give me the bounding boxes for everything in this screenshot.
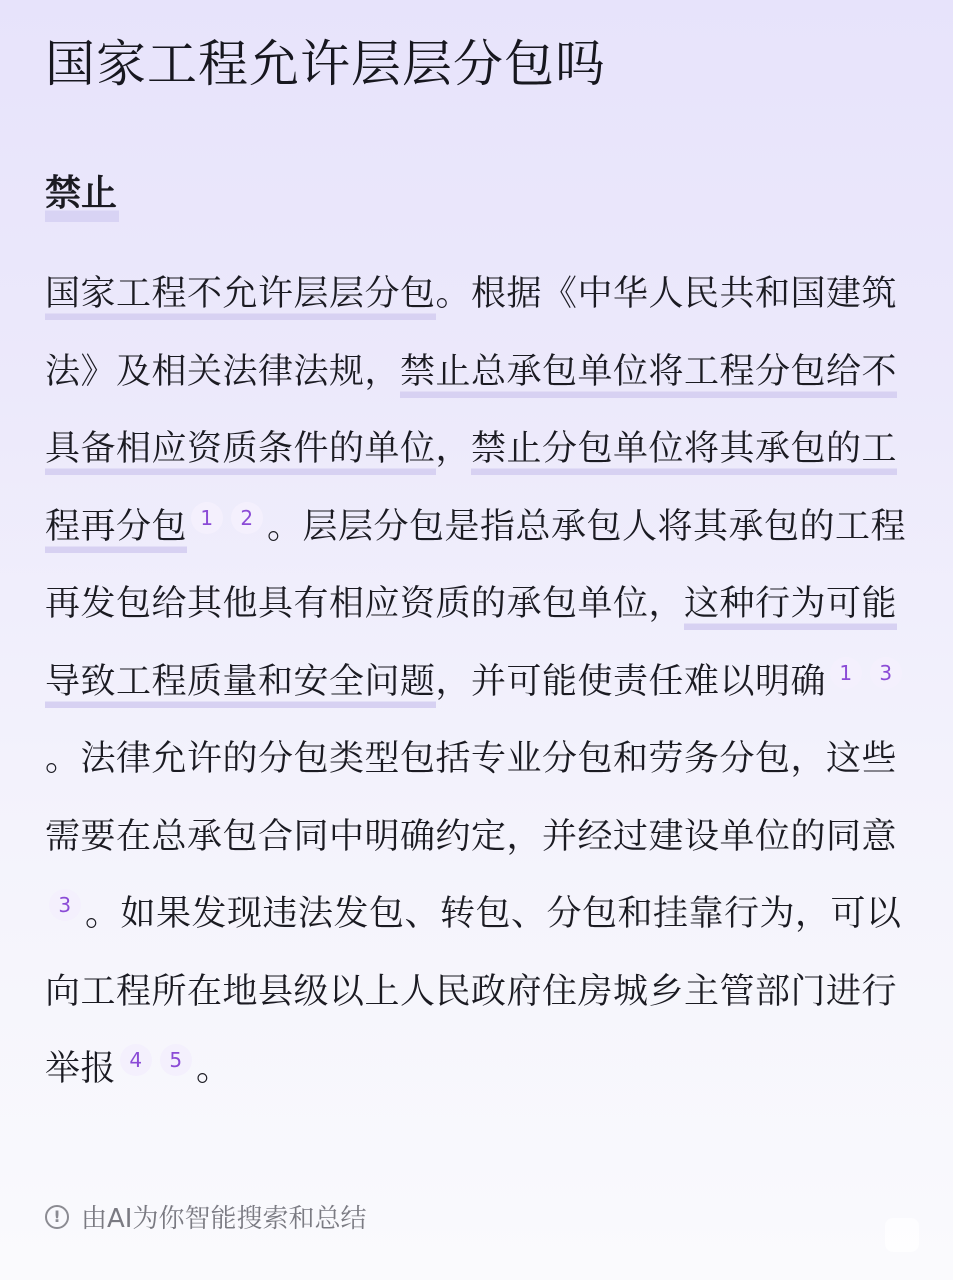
page-title: 国家工程允许层层分包吗 — [45, 35, 606, 93]
citation-badge[interactable]: 4 — [120, 1044, 152, 1076]
highlighted-statement: 禁止总承包单位将工程分包给不具备相应资质条件的单位 — [45, 352, 897, 476]
citation-badge[interactable]: 1 — [830, 657, 862, 689]
section-heading: 禁止 — [45, 170, 119, 222]
ai-disclaimer-text: 由AI为你智能搜索和总结 — [81, 1204, 367, 1234]
answer-segment: 。根据《中华人民共和国建筑法》及相关法律法规， — [45, 274, 898, 392]
answer-segment: 。法律允许的分包类型包括专业分包和劳务分包，这些需要在总承包合同中明确约定，并经过建设单位的同意 — [45, 739, 898, 857]
highlighted-statement: 这种行为可能导致工程质量和安全问题 — [45, 584, 897, 708]
corner-badge — [885, 1218, 919, 1252]
citation-badge[interactable]: 1 — [191, 502, 223, 534]
info-icon: ! — [45, 1205, 69, 1229]
answer-segment: 。层层分包是指总承包人将其承包的工程再发包给其他具有相应资质的承包单位， — [45, 506, 907, 624]
answer-segment: 。如果发现违法发包、转包、分包和挂靠行为，可以向工程所在地县级以上人民政府住房城乡主管部门进行举报 — [45, 894, 902, 1089]
citation-badge[interactable]: 5 — [160, 1044, 192, 1076]
highlighted-statement: 禁止分包单位将其承包的工程再分包 — [45, 429, 897, 553]
answer-card — [45, 28, 915, 1109]
ai-disclaimer — [45, 1198, 366, 1235]
answer-segment: 。 — [196, 1049, 232, 1089]
citation-badge[interactable]: 2 — [231, 502, 263, 534]
answer-text — [45, 256, 915, 1109]
answer-segment: ， — [435, 429, 472, 469]
citation-badge[interactable]: 3 — [49, 889, 81, 921]
answer-segment: ，并可能使责任难以明确 — [435, 661, 827, 702]
citation-badge[interactable]: 3 — [870, 657, 902, 689]
highlighted-statement: 国家工程不允许层层分包 — [45, 274, 436, 320]
